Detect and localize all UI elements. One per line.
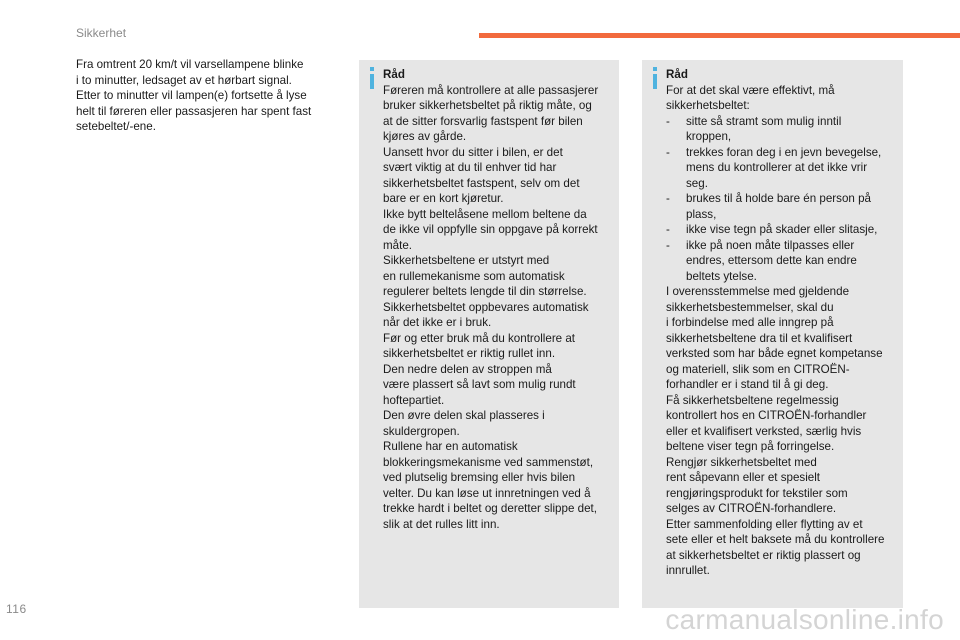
- text-line: velter. Du kan løse ut innretningen ved å: [383, 486, 591, 500]
- section-accent-bar: [479, 33, 960, 38]
- text-line: at de sitter forsvarlig fastspent før bilen: [383, 114, 583, 128]
- section-title: Sikkerhet: [76, 26, 127, 40]
- text-line: verksted som har både egnet kompetanse: [666, 347, 883, 360]
- text-line: skuldergropen.: [383, 424, 460, 438]
- info-icon: [367, 67, 377, 89]
- text-line: kontrollert hos en CITROËN-forhandler: [666, 409, 867, 422]
- intro-line: helt til føreren eller passasjeren har spent fast: [76, 104, 312, 118]
- page-number: 116: [6, 602, 27, 616]
- text-line: I overensstemmelse med gjeldende: [666, 285, 850, 298]
- text-line: Rengjør sikkerhetsbeltet med: [666, 455, 817, 469]
- list-dash: -: [666, 114, 670, 128]
- list-item: [666, 222, 901, 238]
- list-item: [666, 145, 901, 192]
- text-line: rengjøringsprodukt for tekstiler som: [666, 486, 848, 500]
- list-item-line: beltets ytelse.: [686, 269, 757, 283]
- text-line: at sikkerhetsbeltet er riktig plassert og: [666, 548, 861, 562]
- advice-left-text: [383, 67, 617, 532]
- list-item-line: sitte så stramt som mulig inntil: [686, 114, 842, 128]
- list-dash: -: [666, 238, 670, 252]
- advice-panel-left: [359, 60, 619, 608]
- list-item-line: trekkes foran deg i en jevn bevegelse,: [686, 145, 882, 159]
- intro-line: Fra omtrent 20 km/t vil varsellampene blinke: [76, 58, 304, 71]
- info-icon: [650, 67, 660, 89]
- text-line: Uansett hvor du sitter i bilen, er det: [383, 145, 563, 159]
- list-item-line: mens du kontrollerer at det ikke vrir: [686, 161, 868, 174]
- text-line: en rullemekanisme som automatisk: [383, 269, 565, 283]
- text-line: sikkerhetsbeltene dra til et kvalifisert: [666, 331, 853, 345]
- intro-line: Etter to minutter vil lampen(e) fortsette å lyse: [76, 89, 307, 102]
- text-line: i forbindelse med alle inngrep på: [666, 316, 834, 329]
- text-line: Sikkerhetsbeltet oppbevares automatisk: [383, 300, 589, 314]
- list-dash: -: [666, 223, 670, 236]
- text-line: sikkerhetsbeltet fastspent, selv om det: [383, 176, 580, 190]
- list-item-line: kroppen,: [686, 130, 732, 143]
- advice-right-outro: [666, 284, 901, 579]
- text-line: Ikke bytt beltelåsene mellom beltene da: [383, 207, 587, 221]
- advice-right-intro: [666, 83, 901, 114]
- text-line: eller et kvalifisert verksted, særlig hvis: [666, 424, 862, 438]
- text-line: innrullet.: [666, 564, 710, 577]
- text-line: ved plutselig bremsing eller hvis bilen: [383, 471, 576, 484]
- list-item-line: endres, ettersom dette kan endre: [686, 254, 857, 267]
- text-line: Få sikkerhetsbeltene regelmessig: [666, 393, 839, 407]
- list-item-line: plass,: [686, 207, 717, 221]
- text-line: For at det skal være effektivt, må: [666, 83, 835, 97]
- text-line: beltene viser tegn på forringelse.: [666, 440, 835, 453]
- text-line: hoftepartiet.: [383, 393, 445, 407]
- intro-line: setebeltet/-ene.: [76, 120, 156, 133]
- advice-right-text: [666, 67, 901, 579]
- text-line: sikkerhetsbestemmelser, skal du: [666, 300, 834, 314]
- advice-left-title: Råd: [383, 68, 405, 81]
- list-item: [666, 238, 901, 285]
- text-line: bruker sikkerhetsbeltet på riktig måte, og: [383, 99, 592, 112]
- list-dash: -: [666, 145, 670, 159]
- intro-line: i to minutter, ledsaget av et hørbart signal.: [76, 73, 292, 87]
- list-item-line: ikke vise tegn på skader eller slitasje,: [686, 223, 878, 236]
- text-line: når det ikke er i bruk.: [383, 316, 492, 329]
- text-line: selges av CITROËN-forhandlere.: [666, 502, 837, 515]
- list-dash: -: [666, 192, 670, 205]
- list-item-line: brukes til å holde bare én person på: [686, 192, 871, 205]
- advice-right-title: Råd: [666, 68, 688, 81]
- text-line: og materiell, slik som en CITROËN-: [666, 362, 850, 376]
- text-line: de ikke vil oppfylle sin oppgave på korrekt: [383, 223, 598, 236]
- list-item: [666, 191, 901, 222]
- text-line: slik at det rulles litt inn.: [383, 517, 500, 531]
- text-line: sete eller et helt baksete må du kontrollere: [666, 533, 885, 546]
- text-line: Den øvre delen skal plasseres i: [383, 409, 545, 422]
- list-item: [666, 114, 901, 145]
- text-line: kjøres av gårde.: [383, 130, 467, 143]
- advice-left-body: [383, 83, 617, 533]
- text-line: sikkerhetsbeltet:: [666, 99, 750, 112]
- intro-paragraph: [76, 57, 346, 135]
- text-line: Etter sammenfolding eller flytting av et: [666, 517, 863, 531]
- text-line: Føreren må kontrollere at alle passasjerer: [383, 83, 599, 97]
- text-line: forhandler er i stand til å gi deg.: [666, 378, 829, 391]
- text-line: sikkerhetsbeltet er riktig rullet inn.: [383, 347, 556, 360]
- text-line: bare er en kort kjøretur.: [383, 192, 504, 205]
- text-line: være plassert så lavt som mulig rundt: [383, 378, 576, 391]
- advice-right-list: [666, 114, 901, 285]
- text-line: svært viktig at du til enhver tid har: [383, 161, 557, 174]
- text-line: Den nedre delen av stroppen må: [383, 362, 552, 376]
- text-line: Sikkerhetsbeltene er utstyrt med: [383, 254, 550, 267]
- watermark: carmanualsonline.info: [665, 604, 944, 635]
- text-line: Før og etter bruk må du kontrollere at: [383, 331, 576, 345]
- advice-panel-right: [642, 60, 903, 608]
- text-line: måte.: [383, 238, 412, 252]
- list-item-line: seg.: [686, 176, 708, 190]
- text-line: rent såpevann eller et spesielt: [666, 471, 821, 484]
- text-line: regulerer beltets lengde til din størrelse.: [383, 285, 587, 298]
- text-line: Rullene har en automatisk: [383, 440, 518, 453]
- text-line: trekke hardt i beltet og deretter slippe det,: [383, 502, 597, 515]
- list-item-line: ikke på noen måte tilpasses eller: [686, 238, 855, 252]
- text-line: blokkeringsmekanisme ved sammenstøt,: [383, 455, 594, 469]
